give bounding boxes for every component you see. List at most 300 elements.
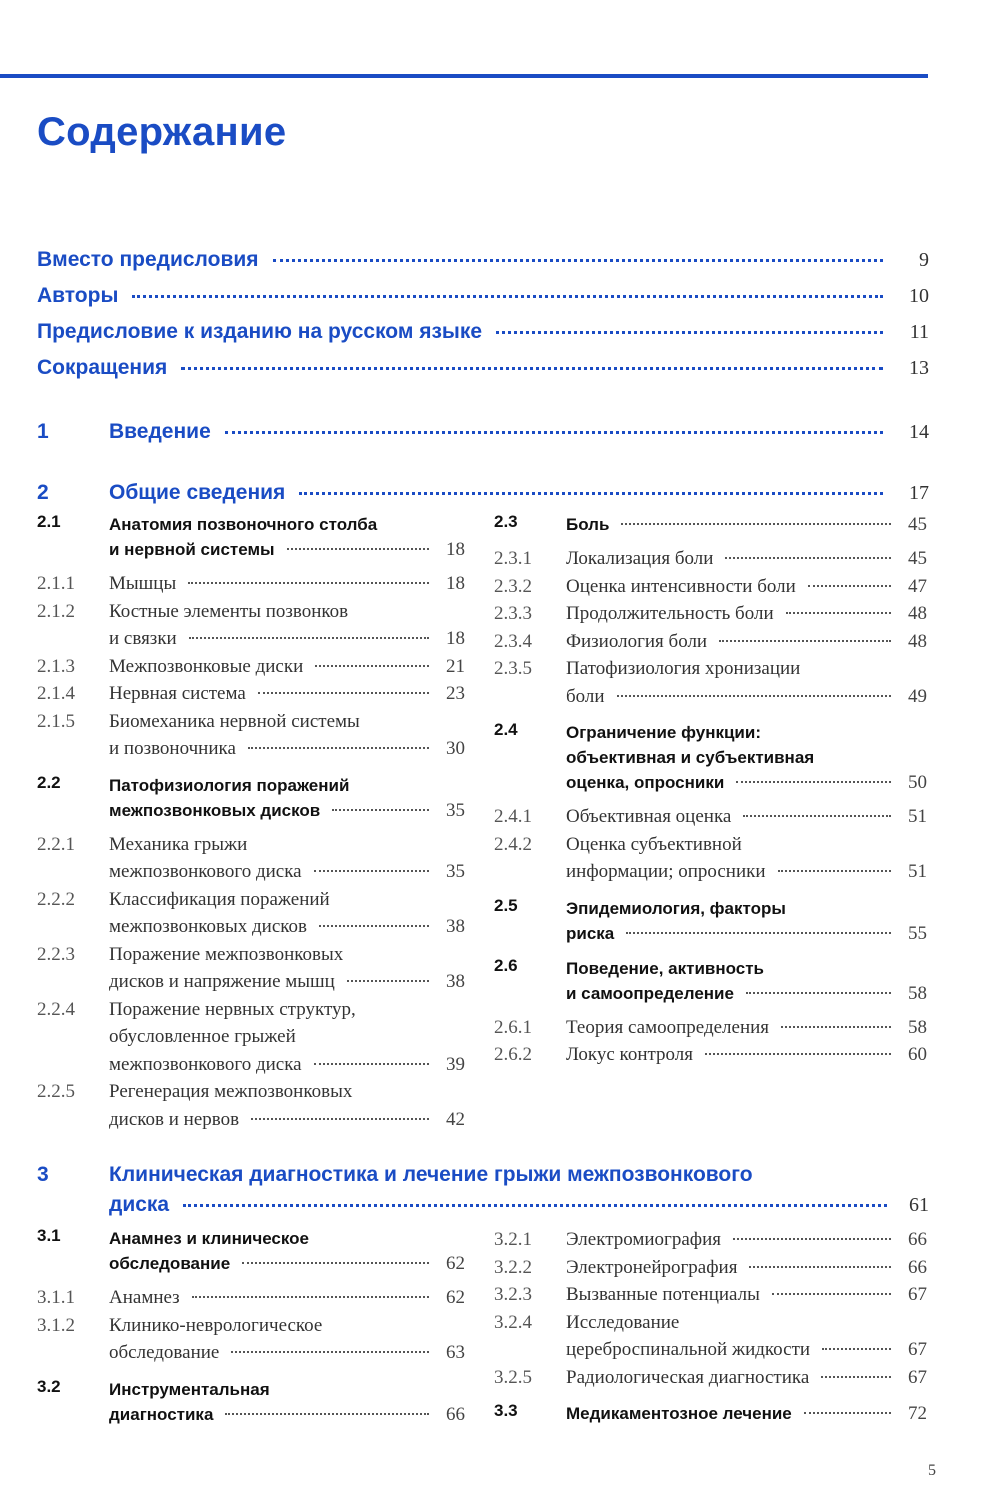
section-title-text: боли	[566, 685, 605, 707]
chapter-number: 1	[37, 420, 49, 443]
dot-leader	[225, 431, 883, 434]
section-title-line: Патофизиология хронизации	[566, 658, 801, 679]
section-title-last-line	[566, 1336, 927, 1364]
section-title-text: Медикаментозное лечение	[566, 1404, 792, 1423]
toc-entry-label: Авторы	[37, 284, 119, 307]
section-title-last-line	[109, 1402, 465, 1427]
section-title	[566, 1041, 927, 1069]
section-title	[566, 831, 927, 886]
toc-subsection[interactable]	[494, 1014, 927, 1042]
section-number: 2.3.4	[494, 630, 532, 652]
dot-leader	[314, 1063, 429, 1065]
toc-subsection[interactable]	[37, 886, 465, 941]
section-title-text: Радиологическая диагностика	[566, 1366, 810, 1388]
section-title-text: и позвоночника	[109, 738, 236, 759]
section-number: 2.5	[494, 895, 518, 915]
dot-leader	[314, 870, 429, 872]
section-number: 2.3	[494, 512, 518, 531]
toc-subsection[interactable]	[37, 598, 465, 653]
section-number: 2.2.5	[37, 1081, 75, 1102]
section-title	[109, 773, 465, 823]
section-title	[109, 941, 465, 996]
section-page: 66	[908, 1256, 927, 1278]
dot-leader	[258, 692, 429, 694]
section-page: 38	[446, 971, 465, 992]
chapter-3-left-column	[37, 1226, 465, 1435]
section-number: 2.1.5	[37, 710, 75, 732]
section-title	[109, 1377, 465, 1427]
section-page: 38	[446, 916, 465, 937]
dot-leader	[786, 612, 891, 614]
toc-section[interactable]	[494, 956, 927, 1006]
section-title-line: Инструментальная	[109, 1379, 270, 1399]
section-page: 45	[908, 548, 927, 569]
toc-section[interactable]	[37, 1377, 465, 1427]
section-number: 2.3.5	[494, 658, 532, 679]
chapter-title: Введение	[109, 420, 211, 443]
section-title	[109, 680, 465, 708]
section-title-line: Классификация поражений	[109, 888, 330, 910]
section-number: 2.1.1	[37, 573, 75, 594]
dot-leader	[626, 932, 891, 934]
toc-section[interactable]	[494, 896, 927, 946]
chapter-page: 17	[909, 482, 929, 504]
section-page: 67	[908, 1284, 927, 1305]
section-title	[566, 628, 927, 656]
dot-leader	[705, 1053, 891, 1055]
toc-section[interactable]	[37, 1226, 465, 1276]
dot-leader	[746, 992, 891, 994]
section-page: 66	[446, 1403, 465, 1425]
section-title-last-line	[109, 653, 465, 681]
section-title-line: объективная и субъективная	[566, 748, 815, 767]
section-title-last-line	[109, 798, 465, 823]
section-title-text: обследование	[109, 1342, 220, 1363]
section-page: 67	[908, 1339, 927, 1360]
section-title-last-line	[109, 913, 465, 941]
section-title	[566, 1254, 927, 1282]
section-number: 3.1.1	[37, 1287, 75, 1308]
section-title-text: Боль	[566, 515, 610, 534]
section-title-text: Анамнез	[109, 1287, 180, 1308]
chapter-page: 61	[909, 1194, 929, 1216]
section-title-text: цереброспинальной жидкости	[566, 1339, 811, 1360]
section-title-text: риска	[566, 923, 615, 943]
section-number: 2.2	[37, 772, 61, 792]
section-title-last-line	[109, 858, 465, 886]
section-title-line: Костные элементы позвонков	[109, 600, 349, 622]
section-page: 62	[446, 1253, 465, 1274]
section-title-text: Вызванные потенциалы	[566, 1284, 760, 1305]
toc-entry-label: Вместо предисловия	[37, 248, 259, 271]
toc-entry-abbreviations[interactable]	[37, 356, 929, 386]
toc-entry-foreword[interactable]	[37, 248, 929, 278]
section-page: 21	[446, 655, 465, 677]
section-title-line: Исследование	[566, 1311, 680, 1333]
header-rule	[0, 74, 928, 78]
section-title-last-line	[566, 770, 927, 795]
section-title-text: межпозвонковых дисков	[109, 916, 308, 937]
toc-section[interactable]	[37, 512, 465, 562]
section-title-text: Оценка интенсивности боли	[566, 575, 796, 597]
section-title	[566, 803, 927, 831]
toc-subsection[interactable]	[494, 1281, 927, 1309]
toc-subsection[interactable]	[37, 831, 465, 886]
toc-entry-authors[interactable]	[37, 284, 929, 314]
section-title	[109, 886, 465, 941]
section-title-text: Нервная система	[109, 683, 246, 704]
section-title-text: Мышцы	[109, 573, 177, 594]
chapter-title-line-2: диска	[109, 1193, 170, 1216]
section-title-line: Поражение межпозвонковых	[109, 943, 344, 965]
section-title-last-line	[109, 1339, 465, 1367]
toc-subsection[interactable]	[494, 1226, 927, 1254]
section-page: 50	[908, 772, 927, 793]
section-title-line: обусловленное грыжей	[109, 1026, 296, 1047]
section-title-text: Локализация боли	[566, 548, 714, 569]
section-title-text: Физиология боли	[566, 630, 708, 652]
section-number: 3.2	[37, 1376, 61, 1396]
section-title-text: диагностика	[109, 1404, 214, 1424]
section-number: 2.1.4	[37, 683, 75, 704]
section-title	[566, 896, 927, 946]
section-title-line: Патофизиология поражений	[109, 775, 350, 795]
section-number: 3.2.2	[494, 1256, 532, 1278]
section-title-line: Анатомия позвоночного столба	[109, 515, 378, 534]
section-title-line: Механика грыжи	[109, 833, 248, 855]
toc-subsection[interactable]	[37, 708, 465, 763]
section-number: 2.4.1	[494, 806, 532, 827]
dot-leader	[231, 1351, 429, 1353]
section-number: 2.3.2	[494, 575, 532, 597]
section-title-text: Межпозвонковые диски	[109, 655, 304, 677]
section-number: 3.1	[37, 1226, 61, 1245]
dot-leader	[183, 1204, 887, 1207]
section-number: 3.3	[494, 1401, 518, 1420]
section-title-text: Теория самоопределения	[566, 1016, 770, 1038]
toc-subsection[interactable]	[37, 941, 465, 996]
toc-subsection[interactable]	[494, 545, 927, 573]
dot-leader	[189, 637, 429, 639]
toc-subsection[interactable]	[494, 1364, 927, 1392]
section-title	[566, 956, 927, 1006]
dot-leader	[736, 781, 891, 783]
section-title-line: Биомеханика нервной системы	[109, 710, 360, 732]
section-title-last-line	[109, 625, 465, 653]
section-title-text: межпозвонкового диска	[109, 1053, 302, 1075]
section-title	[109, 512, 465, 562]
section-title	[566, 1226, 927, 1254]
section-title	[566, 1281, 927, 1309]
dot-leader	[181, 367, 883, 370]
chapter-2-right-column	[494, 512, 927, 1069]
dot-leader	[332, 809, 429, 811]
section-title-line: Ограничение функции:	[566, 723, 761, 742]
section-number: 2.2.4	[37, 998, 75, 1020]
dot-leader	[772, 1293, 891, 1295]
section-page: 58	[908, 982, 927, 1004]
section-title-last-line	[109, 968, 465, 996]
section-title-line: Поражение нервных структур,	[109, 998, 356, 1020]
section-title-text: Локус контроля	[566, 1044, 693, 1065]
section-title	[109, 653, 465, 681]
section-title-text: и связки	[109, 628, 177, 649]
toc-subsection[interactable]	[494, 831, 927, 886]
section-title	[109, 1078, 465, 1133]
section-title-text: Продолжительность боли	[566, 603, 774, 624]
section-page: 18	[446, 573, 465, 594]
section-title	[109, 1226, 465, 1276]
chapter-3-right-column	[494, 1226, 927, 1434]
section-title-text: обследование	[109, 1254, 231, 1273]
dot-leader	[248, 747, 429, 749]
section-title	[109, 1284, 465, 1312]
section-number: 2.6.1	[494, 1016, 532, 1038]
section-title-last-line	[566, 1254, 927, 1282]
toc-subsection[interactable]	[494, 573, 927, 601]
section-number: 3.2.4	[494, 1311, 532, 1333]
section-page: 39	[446, 1053, 465, 1075]
section-title-line: Анамнез и клиническое	[109, 1229, 310, 1248]
toc-section[interactable]	[494, 512, 927, 537]
dot-leader	[225, 1413, 429, 1415]
section-title-last-line	[566, 1226, 927, 1254]
section-title	[566, 545, 927, 573]
section-title-last-line	[566, 573, 927, 601]
toc-chapter-1[interactable]	[37, 420, 929, 444]
section-title	[566, 655, 927, 710]
section-title-last-line	[109, 537, 465, 562]
section-title-text: межпозвонкового диска	[109, 861, 302, 882]
dot-leader	[725, 557, 891, 559]
toc-subsection[interactable]	[37, 1312, 465, 1367]
dot-leader	[804, 1412, 891, 1414]
toc-subsection[interactable]	[494, 655, 927, 710]
section-title-last-line	[566, 1014, 927, 1042]
toc-subsection[interactable]	[37, 1284, 465, 1312]
section-title	[566, 573, 927, 601]
toc-entry-page: 10	[909, 285, 929, 307]
section-title-last-line	[109, 1106, 465, 1134]
section-page: 58	[908, 1016, 927, 1038]
section-number: 2.2.3	[37, 943, 75, 965]
section-title-line: Клинико-неврологическое	[109, 1314, 323, 1336]
section-title-last-line	[566, 628, 927, 656]
section-title-text: и нервной системы	[109, 540, 275, 559]
section-title	[109, 996, 465, 1079]
page-number: 5	[928, 1462, 936, 1479]
section-title-line: Эпидемиология, факторы	[566, 898, 786, 918]
section-title-text: дисков и напряжение мышц	[109, 971, 335, 992]
section-title	[566, 1309, 927, 1364]
chapter-2-left-column	[37, 512, 465, 1133]
section-title-last-line	[109, 1284, 465, 1312]
toc-subsection[interactable]	[494, 1254, 927, 1282]
dot-leader	[781, 1026, 891, 1028]
section-number: 3.1.2	[37, 1314, 75, 1336]
section-page: 42	[446, 1108, 465, 1130]
toc-entry-label: Сокращения	[37, 356, 168, 379]
toc-subsection[interactable]	[37, 996, 465, 1079]
section-title	[566, 720, 927, 795]
page-title: Содержание	[37, 110, 287, 154]
dot-leader	[315, 665, 429, 667]
toc-entry-page: 11	[909, 321, 929, 343]
section-number: 2.1.3	[37, 655, 75, 677]
toc-subsection[interactable]	[37, 680, 465, 708]
section-number: 2.3.1	[494, 548, 532, 569]
toc-entry-russian-preface[interactable]	[37, 320, 929, 350]
section-title-last-line	[566, 1364, 927, 1392]
dot-leader	[822, 1348, 891, 1350]
dot-leader	[617, 695, 891, 697]
section-title-last-line	[566, 1281, 927, 1309]
section-title-last-line	[566, 683, 927, 711]
toc-subsection[interactable]	[494, 1309, 927, 1364]
dot-leader	[287, 548, 429, 550]
dot-leader	[319, 925, 429, 927]
dot-leader	[132, 295, 883, 298]
dot-leader	[273, 259, 883, 262]
dot-leader	[821, 1376, 891, 1378]
section-title-last-line	[109, 1251, 465, 1276]
dot-leader	[719, 640, 891, 642]
section-title	[109, 1312, 465, 1367]
dot-leader	[808, 585, 891, 587]
section-page: 35	[446, 799, 465, 821]
dot-leader	[749, 1266, 891, 1268]
chapter-title: Общие сведения	[109, 481, 286, 504]
chapter-number: 3	[37, 1163, 49, 1186]
toc-subsection[interactable]	[37, 570, 465, 598]
section-title-text: Электромиография	[566, 1229, 721, 1250]
toc-chapter-2[interactable]	[37, 481, 929, 505]
dot-leader	[778, 870, 891, 872]
section-number: 2.3.3	[494, 603, 532, 624]
section-title	[566, 512, 927, 537]
section-number: 2.4.2	[494, 833, 532, 855]
dot-leader	[188, 582, 429, 584]
section-title-last-line	[566, 1041, 927, 1069]
section-title	[109, 570, 465, 598]
section-title-text: Объективная оценка	[566, 806, 732, 827]
toc-chapter-3[interactable]	[37, 1163, 929, 1217]
section-title-last-line	[109, 1051, 465, 1079]
section-title-text: Электронейрография	[566, 1256, 738, 1278]
toc-subsection[interactable]	[494, 803, 927, 831]
toc-subsection[interactable]	[494, 1041, 927, 1069]
section-title	[109, 598, 465, 653]
section-title-last-line	[109, 735, 465, 763]
section-page: 18	[446, 539, 465, 560]
section-page: 66	[908, 1229, 927, 1250]
section-number: 2.2.2	[37, 888, 75, 910]
section-number: 3.2.3	[494, 1284, 532, 1305]
section-number: 2.4	[494, 720, 518, 739]
section-title	[566, 600, 927, 628]
section-number: 3.2.5	[494, 1366, 532, 1388]
section-page: 63	[446, 1342, 465, 1363]
section-page: 51	[908, 806, 927, 827]
dot-leader	[733, 1238, 891, 1240]
chapter-page: 14	[909, 421, 929, 443]
section-title-last-line	[566, 600, 927, 628]
section-number: 2.2.1	[37, 833, 75, 855]
section-title-line: Оценка субъективной	[566, 833, 742, 855]
toc-subsection[interactable]	[37, 1078, 465, 1133]
section-title-last-line	[109, 570, 465, 598]
dot-leader	[251, 1118, 429, 1120]
toc-subsection[interactable]	[494, 628, 927, 656]
section-page: 48	[908, 603, 927, 624]
dot-leader	[192, 1296, 429, 1298]
section-page: 49	[908, 685, 927, 707]
section-page: 55	[908, 922, 927, 944]
section-number: 2.6	[494, 955, 518, 975]
dot-leader	[743, 815, 891, 817]
section-page: 47	[908, 575, 927, 597]
toc-section[interactable]	[37, 773, 465, 823]
section-page: 30	[446, 738, 465, 759]
dot-leader	[299, 492, 883, 495]
dot-leader	[347, 980, 429, 982]
toc-subsection[interactable]	[494, 600, 927, 628]
toc-section[interactable]	[494, 1401, 927, 1426]
section-title-last-line	[566, 921, 927, 946]
section-title	[566, 1364, 927, 1392]
section-title-text: информации; опросники	[566, 861, 766, 882]
section-page: 67	[908, 1366, 927, 1388]
section-title-text: оценка, опросники	[566, 773, 725, 792]
section-page: 23	[446, 683, 465, 704]
section-title-last-line	[566, 981, 927, 1006]
section-page: 18	[446, 628, 465, 649]
toc-subsection[interactable]	[37, 653, 465, 681]
section-title	[566, 1014, 927, 1042]
section-title-last-line	[566, 858, 927, 886]
section-number: 2.6.2	[494, 1044, 532, 1065]
toc-entry-page: 9	[919, 249, 929, 271]
section-page: 72	[908, 1403, 927, 1424]
section-title-last-line	[566, 1401, 927, 1426]
toc-entry-label: Предисловие к изданию на русском языке	[37, 320, 483, 343]
section-title-text: дисков и нервов	[109, 1108, 240, 1130]
dot-leader	[496, 331, 883, 334]
toc-section[interactable]	[494, 720, 927, 795]
section-page: 35	[446, 861, 465, 882]
section-title-last-line	[566, 512, 927, 537]
section-page: 62	[446, 1287, 465, 1308]
section-title-line: Регенерация межпозвонковых	[109, 1081, 353, 1102]
section-title	[109, 831, 465, 886]
section-title-last-line	[109, 680, 465, 708]
section-page: 51	[908, 861, 927, 882]
section-title	[566, 1401, 927, 1426]
section-title-line: Поведение, активность	[566, 958, 764, 978]
section-number: 3.2.1	[494, 1229, 532, 1250]
dot-leader	[242, 1262, 429, 1264]
section-title-last-line	[566, 545, 927, 573]
section-number: 2.1.2	[37, 600, 75, 622]
section-page: 48	[908, 630, 927, 652]
dot-leader	[621, 523, 891, 525]
toc-entry-page: 13	[909, 357, 929, 379]
section-page: 45	[908, 514, 927, 535]
section-title-last-line	[566, 803, 927, 831]
section-title-text: и самоопределение	[566, 983, 734, 1003]
section-title	[109, 708, 465, 763]
section-number: 2.1	[37, 512, 61, 531]
